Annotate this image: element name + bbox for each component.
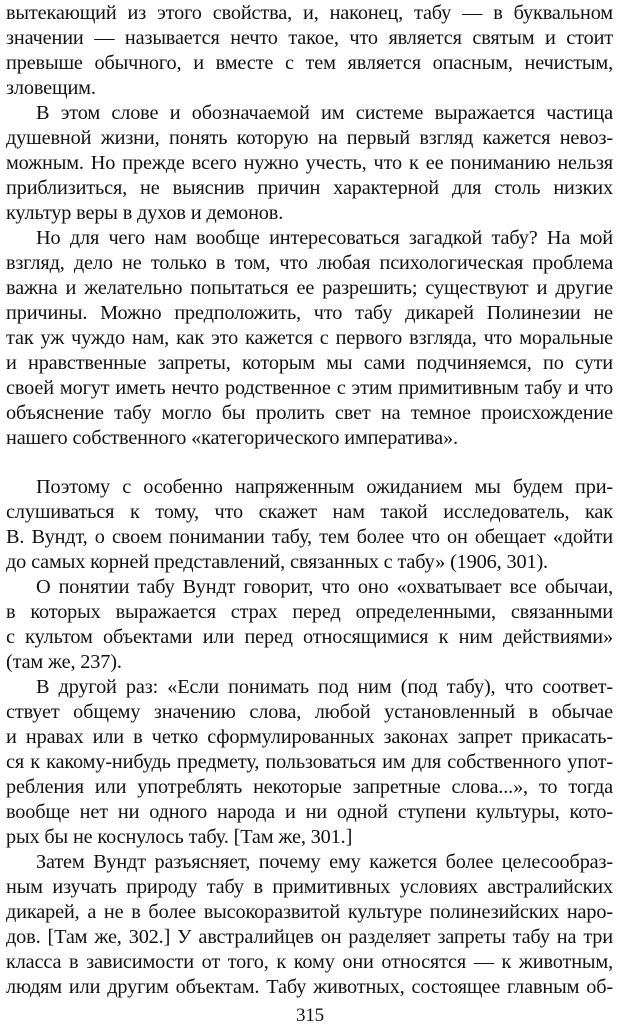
text-line: зловещим.	[6, 77, 96, 99]
text-line: вообще нет ни одного народа и ни одной ступени культуры, кото-	[6, 801, 613, 823]
text-line: взгляд, дело не только в том, что любая психологическая проблема	[6, 252, 613, 274]
text-line: Но для чего нам вообще интересоваться загадкой табу? На мой	[36, 227, 613, 249]
text-line: В этом слове и обозначаемой им системе выражается частица	[36, 102, 613, 124]
text-line: объяснение табу могло бы пролить свет на темное происхождение	[6, 402, 613, 424]
text-line: слушиваться к тому, что скажет нам такой исследователь, как	[6, 501, 613, 523]
text-line: с культом объектами или перед относящимися к ним действиями»	[6, 626, 613, 648]
text-line: до самых корней представлений, связанных с табу» (1906, 301).	[6, 551, 548, 573]
text-line: и нравственные запреты, которым мы сами подчиняемся, по сути	[6, 352, 613, 374]
text-line: ным изучать природу табу в примитивных условиях австралийских	[6, 876, 613, 898]
text-line: (там же, 237).	[6, 651, 122, 673]
text-line: приблизиться, не выяснив причин характерной для столь низких	[6, 177, 613, 199]
text-line: своей могут иметь нечто родственное с этим примитивным табу и что	[6, 377, 613, 399]
text-line: В другой раз: «Если понимать под ним (под табу), что соответ-	[36, 676, 613, 698]
text-line: превыше обычного, и вместе с тем является опасным, нечистым,	[6, 52, 613, 74]
text-line: и нравах или в четко сформулированных законах запрет прикасать-	[6, 726, 613, 748]
text-line: важна и желательно попытаться ее разрешить; существуют и другие	[6, 277, 613, 299]
text-line: рых бы не коснулось табу. [Там же, 301.]	[6, 826, 353, 848]
text-line: ся к какому-нибудь предмету, пользоваться им для собственного упот-	[6, 751, 613, 773]
text-line: дикарей, а не в более высокоразвитой культуре полинезийских наро-	[6, 901, 613, 923]
text-line: ствует общему значению слова, любой установленный в обычае	[6, 701, 613, 723]
text-line: причины. Можно предположить, что табу дикарей Полинезии не	[6, 302, 613, 324]
text-line: душевной жизни, понять которую на первый взгляд кажется невоз-	[6, 127, 613, 149]
text-line: дов. [Там же, 302.] У австралийцев он разделяет запреты табу на три	[6, 926, 613, 948]
text-line: можным. Но прежде всего нужно учесть, что к ее пониманию нельзя	[6, 152, 613, 174]
text-line: так уж чуждо нам, как это кажется с первого взгляда, что моральные	[6, 327, 613, 349]
text-line: значении — называется нечто такое, что является святым и стоит	[6, 27, 613, 49]
text-line: Затем Вундт разъясняет, почему ему кажется более целесообраз-	[36, 851, 613, 873]
text-line: в которых выражается страх перед определенными, связанными	[6, 601, 613, 623]
text-line: В. Вундт, о своем понимании табу, тем более что он обещает «дойти	[6, 526, 613, 548]
text-line: людям или другим объектам. Табу животных, состоящее главным об-	[6, 976, 613, 998]
page-number: 315	[295, 1005, 325, 1026]
text-line: культур веры в духов и демонов.	[6, 202, 284, 224]
text-line: Поэтому с особенно напряженным ожиданием мы будем при-	[36, 476, 613, 498]
text-line: класса в зависимости от того, к кому они относятся — к животным,	[6, 951, 613, 973]
text-line: нашего собственного «категорического императива».	[6, 427, 458, 449]
text-line: О понятии табу Вундт говорит, что оно «охватывает все обычаи,	[36, 576, 613, 598]
text-line: вытекающий из этого свойства, и, наконец, табу — в буквальном	[6, 2, 613, 24]
text-line: ребления или употреблять некоторые запретные слова...», то тогда	[6, 776, 613, 798]
